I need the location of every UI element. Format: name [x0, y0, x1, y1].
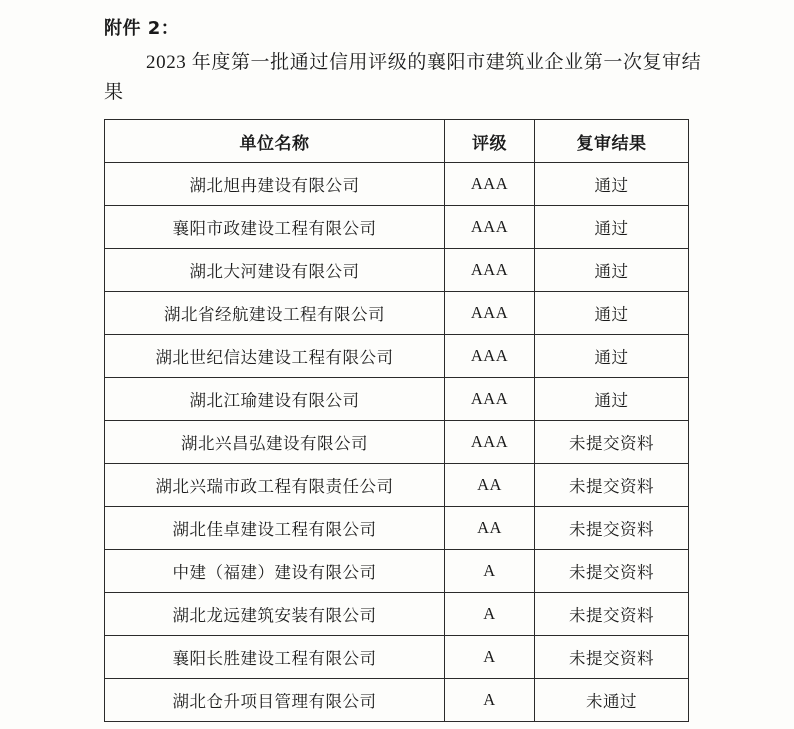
- cell-company-name: 中建（福建）建设有限公司: [105, 550, 445, 593]
- cell-result: 通过: [535, 163, 689, 206]
- table-body: [105, 163, 689, 722]
- page-title: 2023 年度第一批通过信用评级的襄阳市建筑业企业第一次复审结果: [104, 52, 702, 103]
- cell-result: 通过: [535, 249, 689, 292]
- cell-company-name: 湖北仓升项目管理有限公司: [105, 679, 445, 722]
- table-row: [105, 335, 689, 378]
- cell-company-name: 湖北兴瑞市政工程有限责任公司: [105, 464, 445, 507]
- cell-grade: AA: [445, 507, 535, 550]
- cell-company-name: 湖北龙远建筑安装有限公司: [105, 593, 445, 636]
- table-row: [105, 679, 689, 722]
- cell-result: 未提交资料: [535, 507, 689, 550]
- table-row: [105, 550, 689, 593]
- cell-grade: A: [445, 636, 535, 679]
- table-row: [105, 163, 689, 206]
- cell-company-name: 湖北省经航建设工程有限公司: [105, 292, 445, 335]
- cell-grade: A: [445, 679, 535, 722]
- table-row: [105, 378, 689, 421]
- cell-grade: AAA: [445, 335, 535, 378]
- cell-grade: AAA: [445, 163, 535, 206]
- cell-result: 未提交资料: [535, 550, 689, 593]
- cell-grade: AA: [445, 464, 535, 507]
- cell-company-name: 襄阳市政建设工程有限公司: [105, 206, 445, 249]
- cell-result: 未通过: [535, 679, 689, 722]
- cell-grade: A: [445, 550, 535, 593]
- cell-company-name: 湖北世纪信达建设工程有限公司: [105, 335, 445, 378]
- cell-grade: AAA: [445, 292, 535, 335]
- cell-result: 通过: [535, 292, 689, 335]
- cell-grade: AAA: [445, 378, 535, 421]
- table-row: [105, 593, 689, 636]
- table-row: [105, 292, 689, 335]
- cell-company-name: 湖北江瑜建设有限公司: [105, 378, 445, 421]
- cell-result: 未提交资料: [535, 636, 689, 679]
- cell-grade: AAA: [445, 421, 535, 464]
- cell-result: 未提交资料: [535, 593, 689, 636]
- cell-company-name: 湖北兴昌弘建设有限公司: [105, 421, 445, 464]
- cell-result: 未提交资料: [535, 421, 689, 464]
- column-header-name: 单位名称: [105, 120, 445, 163]
- table-row: [105, 421, 689, 464]
- table-row: [105, 464, 689, 507]
- cell-company-name: 湖北旭冉建设有限公司: [105, 163, 445, 206]
- cell-company-name: 湖北佳卓建设工程有限公司: [105, 507, 445, 550]
- cell-company-name: 襄阳长胜建设工程有限公司: [105, 636, 445, 679]
- column-header-grade: 评级: [445, 120, 535, 163]
- cell-company-name: 湖北大河建设有限公司: [105, 249, 445, 292]
- cell-grade: AAA: [445, 206, 535, 249]
- table-row: [105, 636, 689, 679]
- cell-result: 通过: [535, 206, 689, 249]
- table-header-row: [105, 120, 689, 163]
- attachment-label: 附件 2：: [104, 18, 180, 39]
- cell-result: 未提交资料: [535, 464, 689, 507]
- cell-grade: A: [445, 593, 535, 636]
- table-row: [105, 249, 689, 292]
- credit-rating-table: [104, 119, 689, 722]
- cell-result: 通过: [535, 335, 689, 378]
- cell-result: 通过: [535, 378, 689, 421]
- cell-grade: AAA: [445, 249, 535, 292]
- column-header-result: 复审结果: [535, 120, 689, 163]
- table-row: [105, 206, 689, 249]
- table-row: [105, 507, 689, 550]
